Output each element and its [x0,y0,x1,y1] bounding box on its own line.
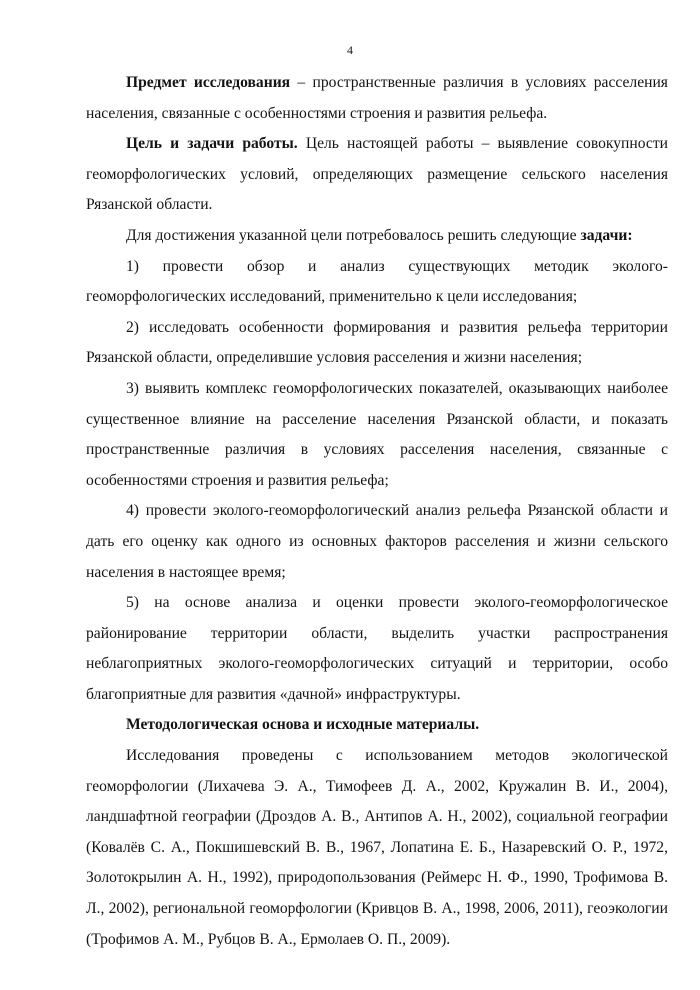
paragraph-goal [86,129,668,221]
paragraph-tasks-intro [86,221,668,252]
paragraph-subject [86,68,668,129]
goal-text: Цель настоящей работы – выявление совокупности геоморфологических условий, определяющих размещение сельского населения Рязанской области. [86,135,669,214]
task-item: 5) на основе анализа и оценки провести эколого-геоморфологическое районирование территории области, выделить участки распространения неблагоприятных эколого-геоморфологических ситуаций и территории, особо благоприятные для развития «дачной» инфраструктуры. [86,594,668,703]
subject-lead: Предмет исследования [126,74,291,91]
task-item: 2) исследовать особенности формирования и развития рельефа территории Рязанской области, определившие условия расселения и жизни населения; [86,318,668,367]
document-body [86,68,668,955]
goal-lead: Цель и задачи работы. [126,135,298,153]
methodology-heading: Методологическая основа и исходные материалы. [126,716,480,734]
task-item: 3) выявить комплекс геоморфологических показателей, оказывающих наиболее существенное влияние на расселение населения Рязанской области, и показать пространственные различия в условиях расселения населения, связанные с особенностями строения и развития рельефа; [86,379,668,489]
tasks-intro-text: Для достижения указанной цели потребовалось решить следующие [126,226,581,244]
task-item: 1) провести обзор и анализ существующих методик эколого-геоморфологических исследований, применительно к цели исследования; [86,257,668,306]
page-number: 4 [347,43,353,57]
task-item: 4) провести эколого-геоморфологический анализ рельефа Рязанской области и дать его оценку как одного из основных факторов расселения и жизни сельского населения в настоящее время; [86,502,668,581]
subject-text: – пространственные различия в условиях расселения населения, связанные с особенностями строения и развития рельефа. [86,74,668,122]
paragraph-methodology: Исследования проведены с использованием методов экологической геоморфологии (Лихачева Э. А., Тимофеев Д. А., 2002, Кружалин В. И., 2004), ландшафтной географии (Дроздов А. В., Антипов А. Н., 2002), социальной географии (Ковалёв С. А., Покшишевский В. В., 1967, Лопатина Е. Б., Назаревский О. Р., 1972, Золотокрылин А. Н., 1992), природопользования (Реймерс Н. Ф., 1990, Трофимова В. Л., 2002), региональной геоморфологии (Кривцов В. А., 1998, 2006, 2011), геоэкологии (Трофимов А. М., Рубцов В. А., Ермолаев О. П., 2009). [86,747,668,948]
tasks-intro-bold: задачи: [580,226,633,244]
